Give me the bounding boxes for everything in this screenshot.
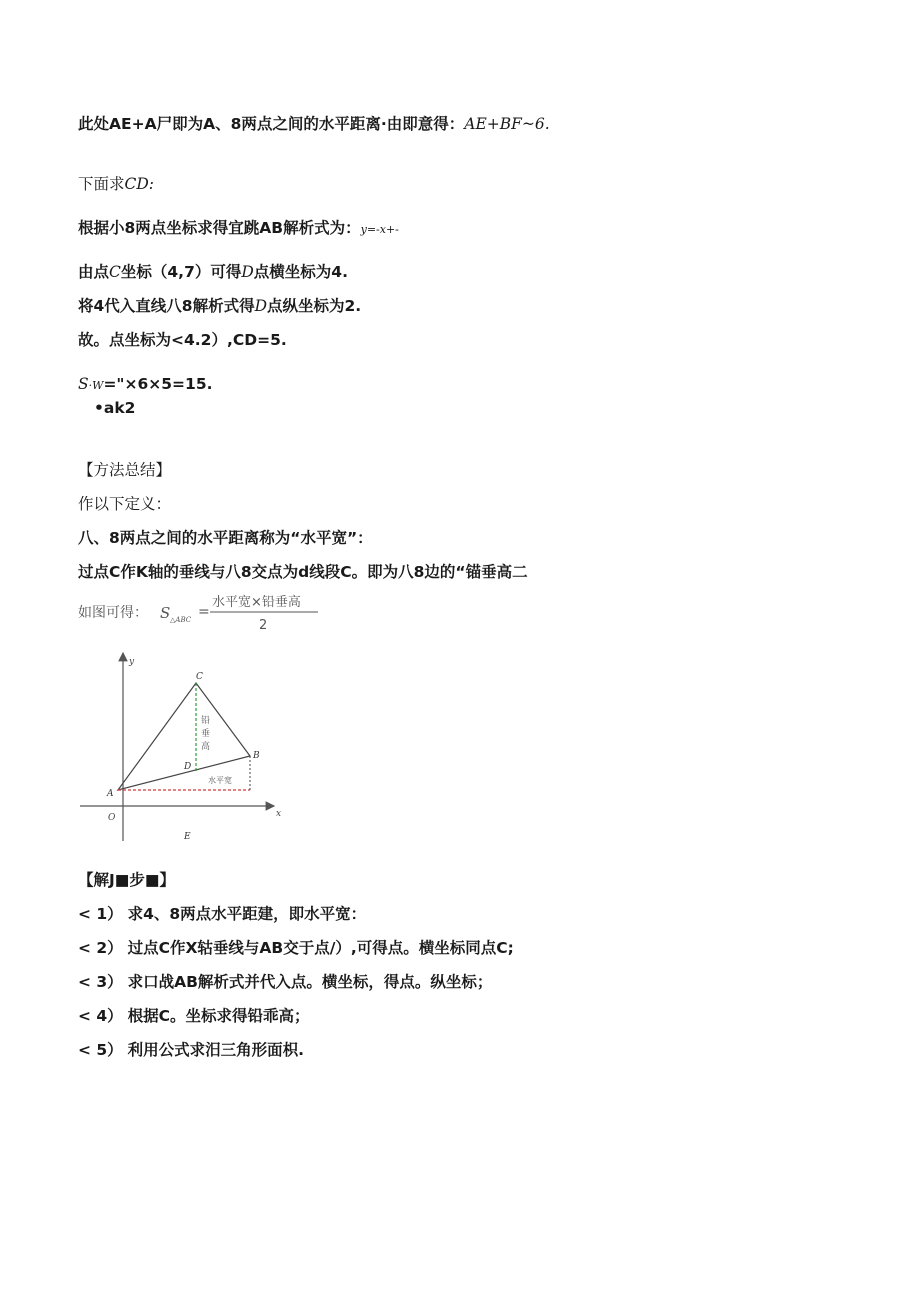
line-3 bbox=[78, 218, 399, 240]
horizontal-label: 水平宽 bbox=[208, 776, 232, 785]
step-4: < 4） 根据C。坐标求得铅乖高； bbox=[78, 1007, 310, 1025]
step-3: < 3） 求口战AB解析式并代入点。横坐标，得点。纵坐标； bbox=[78, 973, 493, 991]
text-horizontal-distance: 此处AE+A尸即为A、8两点之间的水平距离·由即意得： bbox=[78, 115, 465, 133]
definition-vertical: 过点C作K轴的垂线与八8交点为d线段C。即为八8边的“锚垂高二 bbox=[78, 563, 528, 581]
formula-denominator: 2 bbox=[259, 618, 268, 632]
line-7: S·W="×6×5=15. bbox=[78, 375, 213, 393]
line-1 bbox=[78, 114, 550, 134]
text-find: 下面求 bbox=[78, 175, 125, 193]
svg-text:S: S bbox=[160, 604, 171, 622]
formula-prefix: 如图可得： bbox=[78, 605, 148, 621]
svg-text:=: = bbox=[198, 604, 210, 620]
point-c-label: C bbox=[196, 672, 203, 682]
definition-horizontal: 八、8两点之间的水平距离称为“水平宽”： bbox=[78, 529, 373, 547]
step-5: < 5） 利用公式求汨三角形面枳. bbox=[78, 1041, 304, 1059]
text-result-6: AE+BF~6. bbox=[464, 115, 550, 133]
origin-label: O bbox=[108, 813, 116, 823]
triangle-figure bbox=[78, 645, 288, 845]
text-equation: y=-x+- bbox=[360, 223, 399, 236]
line-6: 故。点坐标为<4.2）,CD=5. bbox=[78, 331, 287, 349]
point-b-label: B bbox=[253, 751, 260, 761]
point-e-label: E bbox=[184, 832, 191, 842]
vertical-label-3: 高 bbox=[201, 742, 211, 752]
text-cd: CD: bbox=[124, 175, 155, 193]
svg-text:△ABC: △ABC bbox=[170, 616, 192, 624]
line-8: •ak2 bbox=[94, 399, 136, 417]
point-a-label: A bbox=[107, 789, 114, 799]
line-4: 由点C坐标（4,7）可得D点横坐标为4. bbox=[78, 263, 348, 281]
text-ab-expression: 根据小8两点坐标求得宜跳AB解析式为： bbox=[78, 219, 361, 237]
vertical-label-2: 垂 bbox=[201, 729, 211, 739]
definition-intro: 作以下定义： bbox=[78, 495, 172, 513]
step-1: < 1） 求4、8两点水平距建，即水平宽： bbox=[78, 905, 367, 923]
x-axis-label: x bbox=[276, 809, 282, 819]
y-axis-label: y bbox=[129, 657, 135, 667]
line-2 bbox=[78, 174, 154, 194]
vertical-label-1: 铅 bbox=[201, 716, 211, 726]
step-2: < 2） 过点C作X轱垂线与AB交于点/）,可得点。横坐标同点C; bbox=[78, 939, 514, 957]
line-5: 将4代入直线八8解析式得D点纵坐标为2. bbox=[78, 297, 362, 315]
formula-numerator: 水平宽×铅垂高 bbox=[212, 595, 301, 610]
steps-title: 【解J■步■】 bbox=[78, 871, 176, 889]
triangle-abc bbox=[118, 683, 250, 790]
area-formula bbox=[76, 592, 320, 632]
point-d-label: D bbox=[184, 762, 192, 772]
method-summary-title: 【方法总结】 bbox=[78, 461, 172, 479]
